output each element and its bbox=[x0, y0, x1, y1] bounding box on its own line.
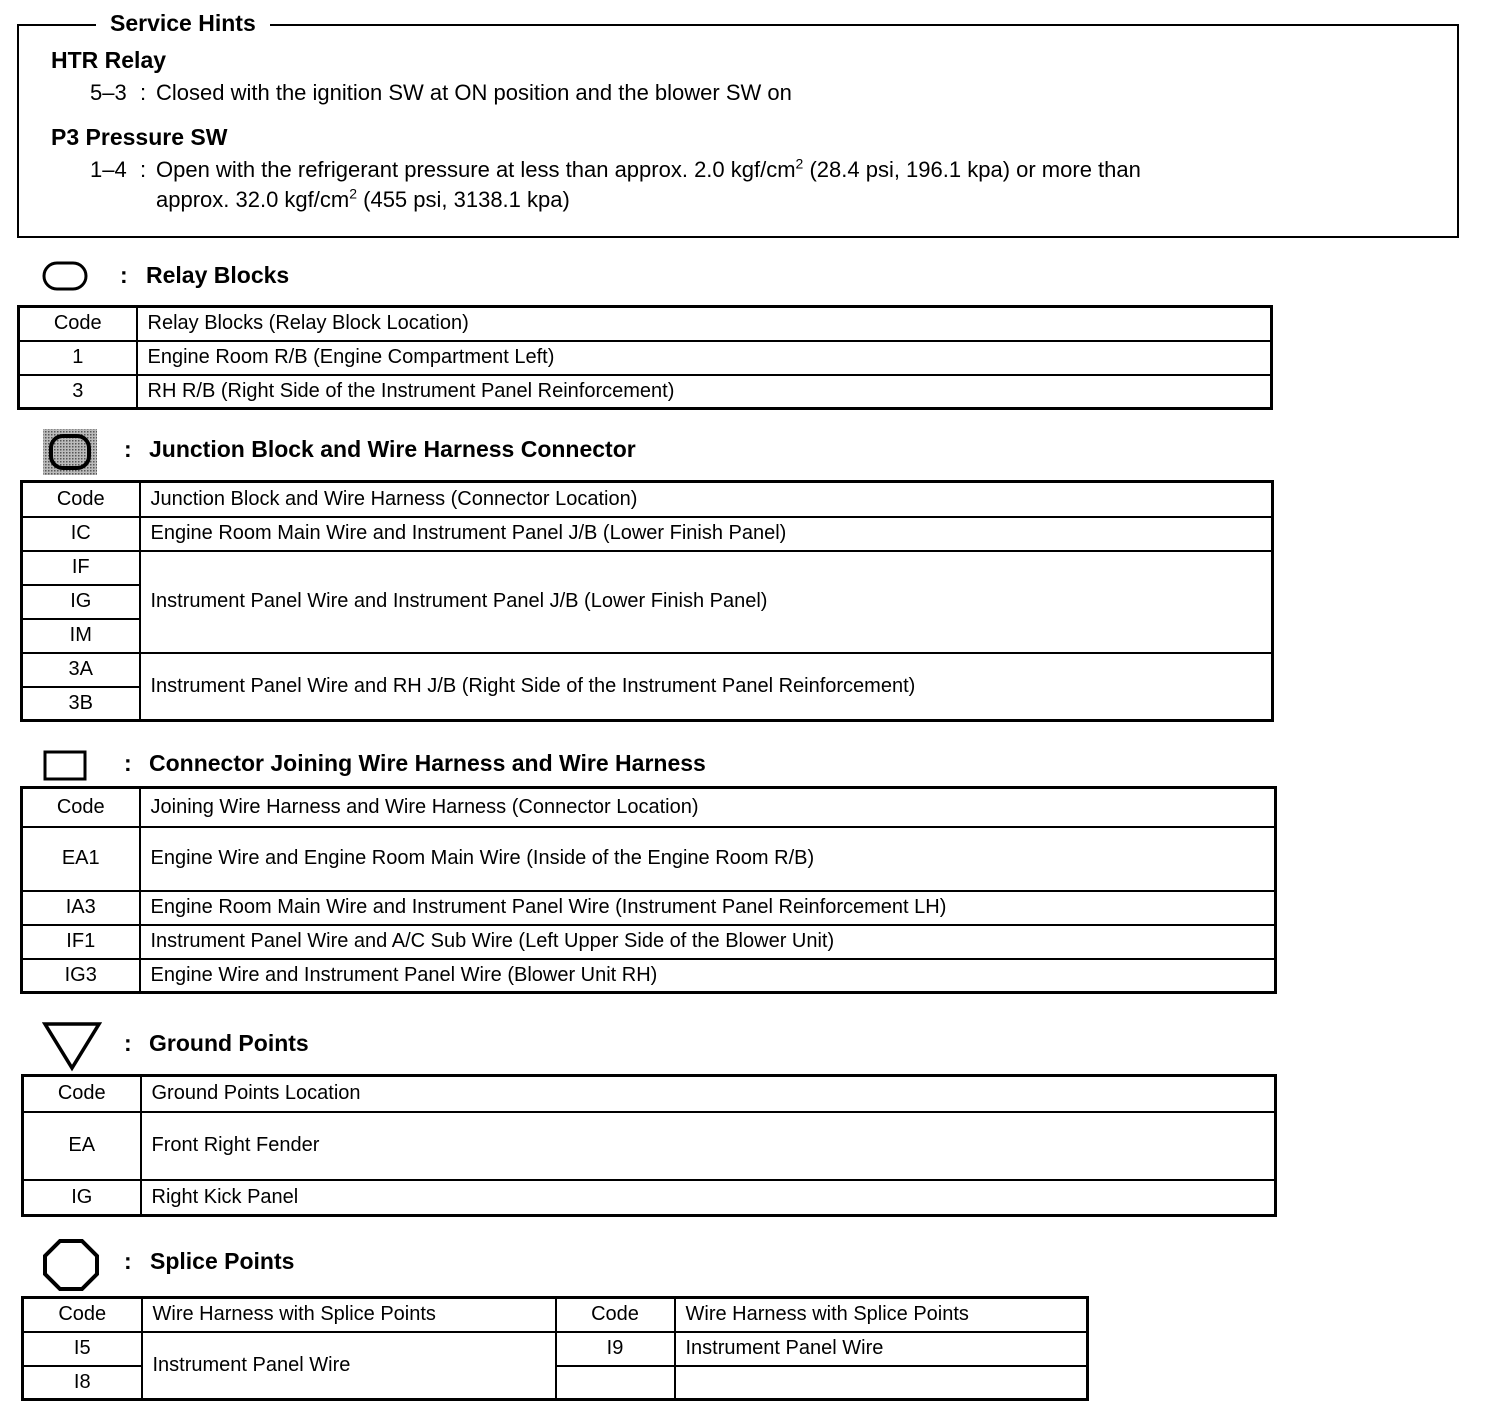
table-row bbox=[19, 341, 1272, 375]
code-cell: IG bbox=[22, 585, 140, 619]
junction-block-table bbox=[20, 480, 1274, 722]
htr-relay-sep: : bbox=[140, 80, 147, 105]
htr-relay-heading: HTR Relay bbox=[51, 47, 167, 73]
code-cell: I8 bbox=[23, 1366, 142, 1400]
table-row bbox=[22, 653, 1273, 687]
code-cell: IF bbox=[22, 551, 140, 585]
table-header-row bbox=[23, 1076, 1276, 1112]
desc-cell: Instrument Panel Wire and RH J/B (Right Side of the Instrument Panel Reinforcement) bbox=[140, 653, 1273, 721]
code-cell: EA bbox=[23, 1112, 141, 1180]
code-header: Code bbox=[19, 307, 137, 341]
code-cell: EA1 bbox=[22, 827, 140, 891]
desc-header: Joining Wire Harness and Wire Harness (Connector Location) bbox=[140, 788, 1276, 827]
table-header-row bbox=[23, 1298, 1088, 1332]
desc-cell: Engine Room Main Wire and Instrument Panel Wire (Instrument Panel Reinforcement LH) bbox=[140, 891, 1276, 925]
code-cell: IM bbox=[22, 619, 140, 653]
splice-points-table bbox=[21, 1296, 1089, 1401]
table-row bbox=[23, 1332, 1088, 1366]
code-cell: 3A bbox=[22, 653, 140, 687]
connector-joining-colon: : bbox=[124, 750, 132, 776]
relay-blocks-table bbox=[17, 305, 1273, 410]
desc-cell: RH R/B (Right Side of the Instrument Panel Reinforcement) bbox=[137, 375, 1272, 409]
pressure-sw-heading: P3 Pressure SW bbox=[51, 124, 228, 150]
desc-cell: Instrument Panel Wire and A/C Sub Wire (Left Upper Side of the Blower Unit) bbox=[140, 925, 1276, 959]
splice-points-colon: : bbox=[124, 1248, 132, 1274]
connector-joining-title: Connector Joining Wire Harness and Wire Harness bbox=[149, 750, 706, 776]
desc-cell: Instrument Panel Wire bbox=[675, 1332, 1088, 1366]
desc-header: Relay Blocks (Relay Block Location) bbox=[137, 307, 1272, 341]
code-cell: I5 bbox=[23, 1332, 142, 1366]
square-icon bbox=[43, 750, 89, 782]
desc-cell: Right Kick Panel bbox=[141, 1180, 1276, 1216]
desc-cell: Engine Wire and Instrument Panel Wire (Blower Unit RH) bbox=[140, 959, 1276, 993]
code-cell: 3B bbox=[22, 687, 140, 721]
ground-points-title: Ground Points bbox=[149, 1030, 309, 1056]
code-cell: IA3 bbox=[22, 891, 140, 925]
table-row bbox=[22, 827, 1276, 891]
code-cell: 1 bbox=[19, 341, 137, 375]
table-row bbox=[22, 925, 1276, 959]
table-header-row bbox=[22, 788, 1276, 827]
table-row bbox=[19, 375, 1272, 409]
desc-header: Ground Points Location bbox=[141, 1076, 1276, 1112]
desc-header: Junction Block and Wire Harness (Connector Location) bbox=[140, 482, 1273, 517]
table-header-row bbox=[22, 482, 1273, 517]
pressure-sw-pins: 1–4 bbox=[90, 157, 127, 182]
shaded-rounded-square-icon bbox=[42, 428, 98, 476]
code-header: Code bbox=[23, 1298, 142, 1332]
code-header: Code bbox=[22, 482, 140, 517]
junction-block-colon: : bbox=[124, 436, 132, 462]
service-hints-title: Service Hints bbox=[96, 10, 270, 37]
pressure-sw-line-1: Open with the refrigerant pressure at less than approx. 2.0 kgf/$cm^2$ (28.4 psi, 196.1 kpa) or more than bbox=[156, 155, 1141, 182]
table-header-row bbox=[19, 307, 1272, 341]
pressure-sw-sep: : bbox=[140, 157, 147, 182]
desc-cell: Engine Room Main Wire and Instrument Panel J/B (Lower Finish Panel) bbox=[140, 517, 1273, 551]
code-cell: IF1 bbox=[22, 925, 140, 959]
ground-points-colon: : bbox=[124, 1030, 132, 1056]
rounded-rectangle-icon bbox=[42, 260, 88, 292]
table-row bbox=[22, 959, 1276, 993]
code-header: Code bbox=[556, 1298, 675, 1332]
desc-cell: Instrument Panel Wire and Instrument Panel J/B (Lower Finish Panel) bbox=[140, 551, 1273, 653]
ground-points-table bbox=[21, 1074, 1277, 1217]
table-row bbox=[23, 1112, 1276, 1180]
code-cell: 3 bbox=[19, 375, 137, 409]
junction-block-title: Junction Block and Wire Harness Connector bbox=[149, 436, 636, 462]
code-cell: IG bbox=[23, 1180, 141, 1216]
octagon-icon bbox=[42, 1238, 100, 1292]
code-cell: IG3 bbox=[22, 959, 140, 993]
desc-cell: Instrument Panel Wire bbox=[142, 1332, 556, 1400]
relay-blocks-colon: : bbox=[120, 262, 128, 288]
empty-cell bbox=[556, 1366, 675, 1400]
pressure-sw-line-2: approx. 32.0 kgf/$cm^2$ (455 psi, 3138.1 kpa) bbox=[156, 185, 570, 212]
desc-cell: Engine Room R/B (Engine Compartment Left) bbox=[137, 341, 1272, 375]
table-row bbox=[22, 517, 1273, 551]
desc-cell: Engine Wire and Engine Room Main Wire (Inside of the Engine Room R/B) bbox=[140, 827, 1276, 891]
htr-relay-text: Closed with the ignition SW at ON position and the blower SW on bbox=[156, 80, 792, 105]
htr-relay-pins: 5–3 bbox=[90, 80, 127, 105]
desc-header: Wire Harness with Splice Points bbox=[142, 1298, 556, 1332]
code-header: Code bbox=[23, 1076, 141, 1112]
code-header: Code bbox=[22, 788, 140, 827]
table-row bbox=[22, 891, 1276, 925]
relay-blocks-title: Relay Blocks bbox=[146, 262, 290, 288]
connector-joining-table bbox=[20, 786, 1277, 994]
code-cell: I9 bbox=[556, 1332, 675, 1366]
inverted-triangle-icon bbox=[42, 1020, 102, 1072]
desc-cell: Front Right Fender bbox=[141, 1112, 1276, 1180]
table-row bbox=[22, 551, 1273, 585]
splice-points-title: Splice Points bbox=[150, 1248, 295, 1274]
table-row bbox=[23, 1180, 1276, 1216]
code-cell: IC bbox=[22, 517, 140, 551]
empty-cell bbox=[675, 1366, 1088, 1400]
desc-header: Wire Harness with Splice Points bbox=[675, 1298, 1088, 1332]
